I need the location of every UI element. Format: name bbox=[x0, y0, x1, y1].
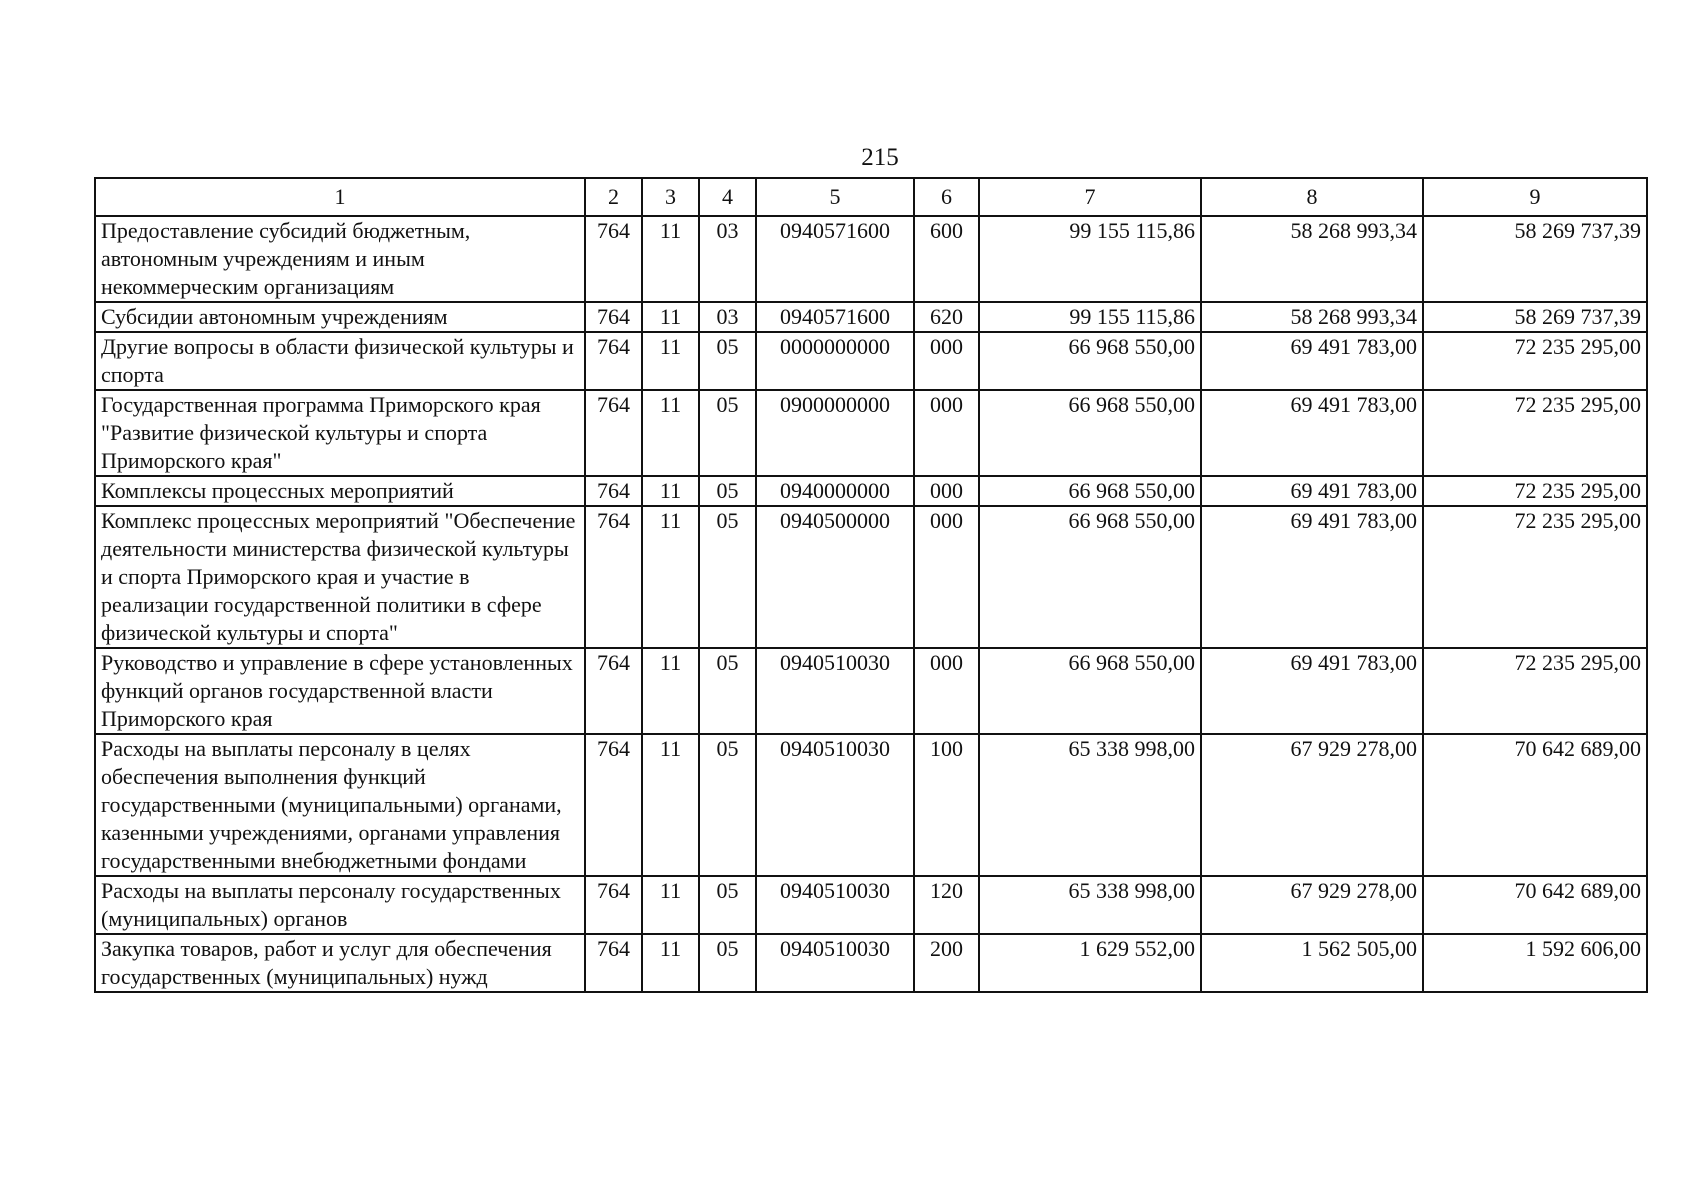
row-code-cell: 03 bbox=[699, 216, 756, 302]
row-code-cell: 11 bbox=[642, 476, 699, 506]
column-header: 3 bbox=[642, 178, 699, 216]
row-amount-cell: 58 269 737,39 bbox=[1423, 302, 1647, 332]
row-amount-cell: 66 968 550,00 bbox=[979, 648, 1201, 734]
row-amount-cell: 69 491 783,00 bbox=[1201, 648, 1423, 734]
row-name-cell: Государственная программа Приморского края "Развитие физической культуры и спорта Приморского края" bbox=[95, 390, 585, 476]
row-code-cell: 0940571600 bbox=[756, 216, 914, 302]
row-code-cell: 000 bbox=[914, 648, 979, 734]
row-amount-cell: 65 338 998,00 bbox=[979, 734, 1201, 876]
row-name-cell: Субсидии автономным учреждениям bbox=[95, 302, 585, 332]
row-code-cell: 05 bbox=[699, 390, 756, 476]
row-amount-cell: 72 235 295,00 bbox=[1423, 390, 1647, 476]
row-amount-cell: 66 968 550,00 bbox=[979, 506, 1201, 648]
table-row bbox=[95, 876, 1647, 934]
row-amount-cell: 66 968 550,00 bbox=[979, 390, 1201, 476]
row-amount-cell: 72 235 295,00 bbox=[1423, 648, 1647, 734]
row-amount-cell: 69 491 783,00 bbox=[1201, 476, 1423, 506]
table-row bbox=[95, 506, 1647, 648]
row-code-cell: 11 bbox=[642, 390, 699, 476]
row-code-cell: 000 bbox=[914, 390, 979, 476]
row-code-cell: 11 bbox=[642, 332, 699, 390]
column-header: 4 bbox=[699, 178, 756, 216]
row-code-cell: 05 bbox=[699, 476, 756, 506]
row-code-cell: 000 bbox=[914, 332, 979, 390]
row-code-cell: 0940510030 bbox=[756, 934, 914, 992]
row-amount-cell: 1 562 505,00 bbox=[1201, 934, 1423, 992]
column-header: 5 bbox=[756, 178, 914, 216]
header-row bbox=[95, 178, 1647, 216]
row-amount-cell: 1 592 606,00 bbox=[1423, 934, 1647, 992]
row-amount-cell: 58 269 737,39 bbox=[1423, 216, 1647, 302]
row-amount-cell: 72 235 295,00 bbox=[1423, 476, 1647, 506]
column-header: 1 bbox=[95, 178, 585, 216]
row-code-cell: 0000000000 bbox=[756, 332, 914, 390]
row-code-cell: 0940571600 bbox=[756, 302, 914, 332]
row-name-cell: Предоставление субсидий бюджетным, автономным учреждениям и иным некоммерческим организациям bbox=[95, 216, 585, 302]
row-amount-cell: 66 968 550,00 bbox=[979, 332, 1201, 390]
table-body bbox=[95, 216, 1647, 992]
row-name-cell: Руководство и управление в сфере установленных функций органов государственной власти Приморского края bbox=[95, 648, 585, 734]
row-code-cell: 11 bbox=[642, 506, 699, 648]
row-code-cell: 764 bbox=[585, 506, 642, 648]
table-row bbox=[95, 476, 1647, 506]
row-code-cell: 764 bbox=[585, 734, 642, 876]
row-code-cell: 0940000000 bbox=[756, 476, 914, 506]
row-code-cell: 11 bbox=[642, 876, 699, 934]
row-code-cell: 11 bbox=[642, 934, 699, 992]
row-amount-cell: 58 268 993,34 bbox=[1201, 216, 1423, 302]
row-name-cell: Расходы на выплаты персоналу в целях обеспечения выполнения функций государственными (муниципальными) органами, казенными учреждениями, органами управления государственными внебюджетными фондами bbox=[95, 734, 585, 876]
column-header: 6 bbox=[914, 178, 979, 216]
row-code-cell: 200 bbox=[914, 934, 979, 992]
row-amount-cell: 65 338 998,00 bbox=[979, 876, 1201, 934]
row-amount-cell: 72 235 295,00 bbox=[1423, 506, 1647, 648]
row-code-cell: 05 bbox=[699, 876, 756, 934]
row-amount-cell: 58 268 993,34 bbox=[1201, 302, 1423, 332]
row-code-cell: 764 bbox=[585, 390, 642, 476]
row-amount-cell: 1 629 552,00 bbox=[979, 934, 1201, 992]
table-row bbox=[95, 390, 1647, 476]
row-code-cell: 000 bbox=[914, 476, 979, 506]
row-amount-cell: 69 491 783,00 bbox=[1201, 332, 1423, 390]
column-header: 2 bbox=[585, 178, 642, 216]
column-header: 9 bbox=[1423, 178, 1647, 216]
row-amount-cell: 69 491 783,00 bbox=[1201, 390, 1423, 476]
row-code-cell: 764 bbox=[585, 876, 642, 934]
row-amount-cell: 67 929 278,00 bbox=[1201, 734, 1423, 876]
row-name-cell: Комплексы процессных мероприятий bbox=[95, 476, 585, 506]
row-amount-cell: 69 491 783,00 bbox=[1201, 506, 1423, 648]
row-amount-cell: 66 968 550,00 bbox=[979, 476, 1201, 506]
row-amount-cell: 99 155 115,86 bbox=[979, 216, 1201, 302]
budget-table bbox=[94, 177, 1648, 993]
row-code-cell: 764 bbox=[585, 648, 642, 734]
row-name-cell: Комплекс процессных мероприятий "Обеспечение деятельности министерства физической культуры и спорта Приморского края и участие в реализации государственной политики в сфере физической культуры и спорта" bbox=[95, 506, 585, 648]
column-header: 8 bbox=[1201, 178, 1423, 216]
row-code-cell: 120 bbox=[914, 876, 979, 934]
table-row bbox=[95, 332, 1647, 390]
row-code-cell: 11 bbox=[642, 648, 699, 734]
row-code-cell: 05 bbox=[699, 648, 756, 734]
row-code-cell: 764 bbox=[585, 216, 642, 302]
row-code-cell: 05 bbox=[699, 506, 756, 648]
row-code-cell: 0940510030 bbox=[756, 734, 914, 876]
page-number: 215 bbox=[861, 144, 899, 171]
row-name-cell: Закупка товаров, работ и услуг для обеспечения государственных (муниципальных) нужд bbox=[95, 934, 585, 992]
row-code-cell: 03 bbox=[699, 302, 756, 332]
row-code-cell: 764 bbox=[585, 302, 642, 332]
row-code-cell: 0940500000 bbox=[756, 506, 914, 648]
row-code-cell: 11 bbox=[642, 734, 699, 876]
row-name-cell: Другие вопросы в области физической культуры и спорта bbox=[95, 332, 585, 390]
row-code-cell: 764 bbox=[585, 332, 642, 390]
row-amount-cell: 72 235 295,00 bbox=[1423, 332, 1647, 390]
row-code-cell: 620 bbox=[914, 302, 979, 332]
row-code-cell: 0900000000 bbox=[756, 390, 914, 476]
row-amount-cell: 67 929 278,00 bbox=[1201, 876, 1423, 934]
table-row bbox=[95, 216, 1647, 302]
row-name-cell: Расходы на выплаты персоналу государственных (муниципальных) органов bbox=[95, 876, 585, 934]
table-row bbox=[95, 934, 1647, 992]
row-code-cell: 11 bbox=[642, 216, 699, 302]
row-code-cell: 05 bbox=[699, 934, 756, 992]
row-code-cell: 600 bbox=[914, 216, 979, 302]
table-row bbox=[95, 648, 1647, 734]
row-amount-cell: 70 642 689,00 bbox=[1423, 734, 1647, 876]
row-code-cell: 000 bbox=[914, 506, 979, 648]
row-amount-cell: 99 155 115,86 bbox=[979, 302, 1201, 332]
row-amount-cell: 70 642 689,00 bbox=[1423, 876, 1647, 934]
row-code-cell: 0940510030 bbox=[756, 876, 914, 934]
row-code-cell: 05 bbox=[699, 332, 756, 390]
row-code-cell: 11 bbox=[642, 302, 699, 332]
row-code-cell: 05 bbox=[699, 734, 756, 876]
row-code-cell: 100 bbox=[914, 734, 979, 876]
row-code-cell: 0940510030 bbox=[756, 648, 914, 734]
table-row bbox=[95, 734, 1647, 876]
row-code-cell: 764 bbox=[585, 476, 642, 506]
column-header: 7 bbox=[979, 178, 1201, 216]
row-code-cell: 764 bbox=[585, 934, 642, 992]
table-row bbox=[95, 302, 1647, 332]
